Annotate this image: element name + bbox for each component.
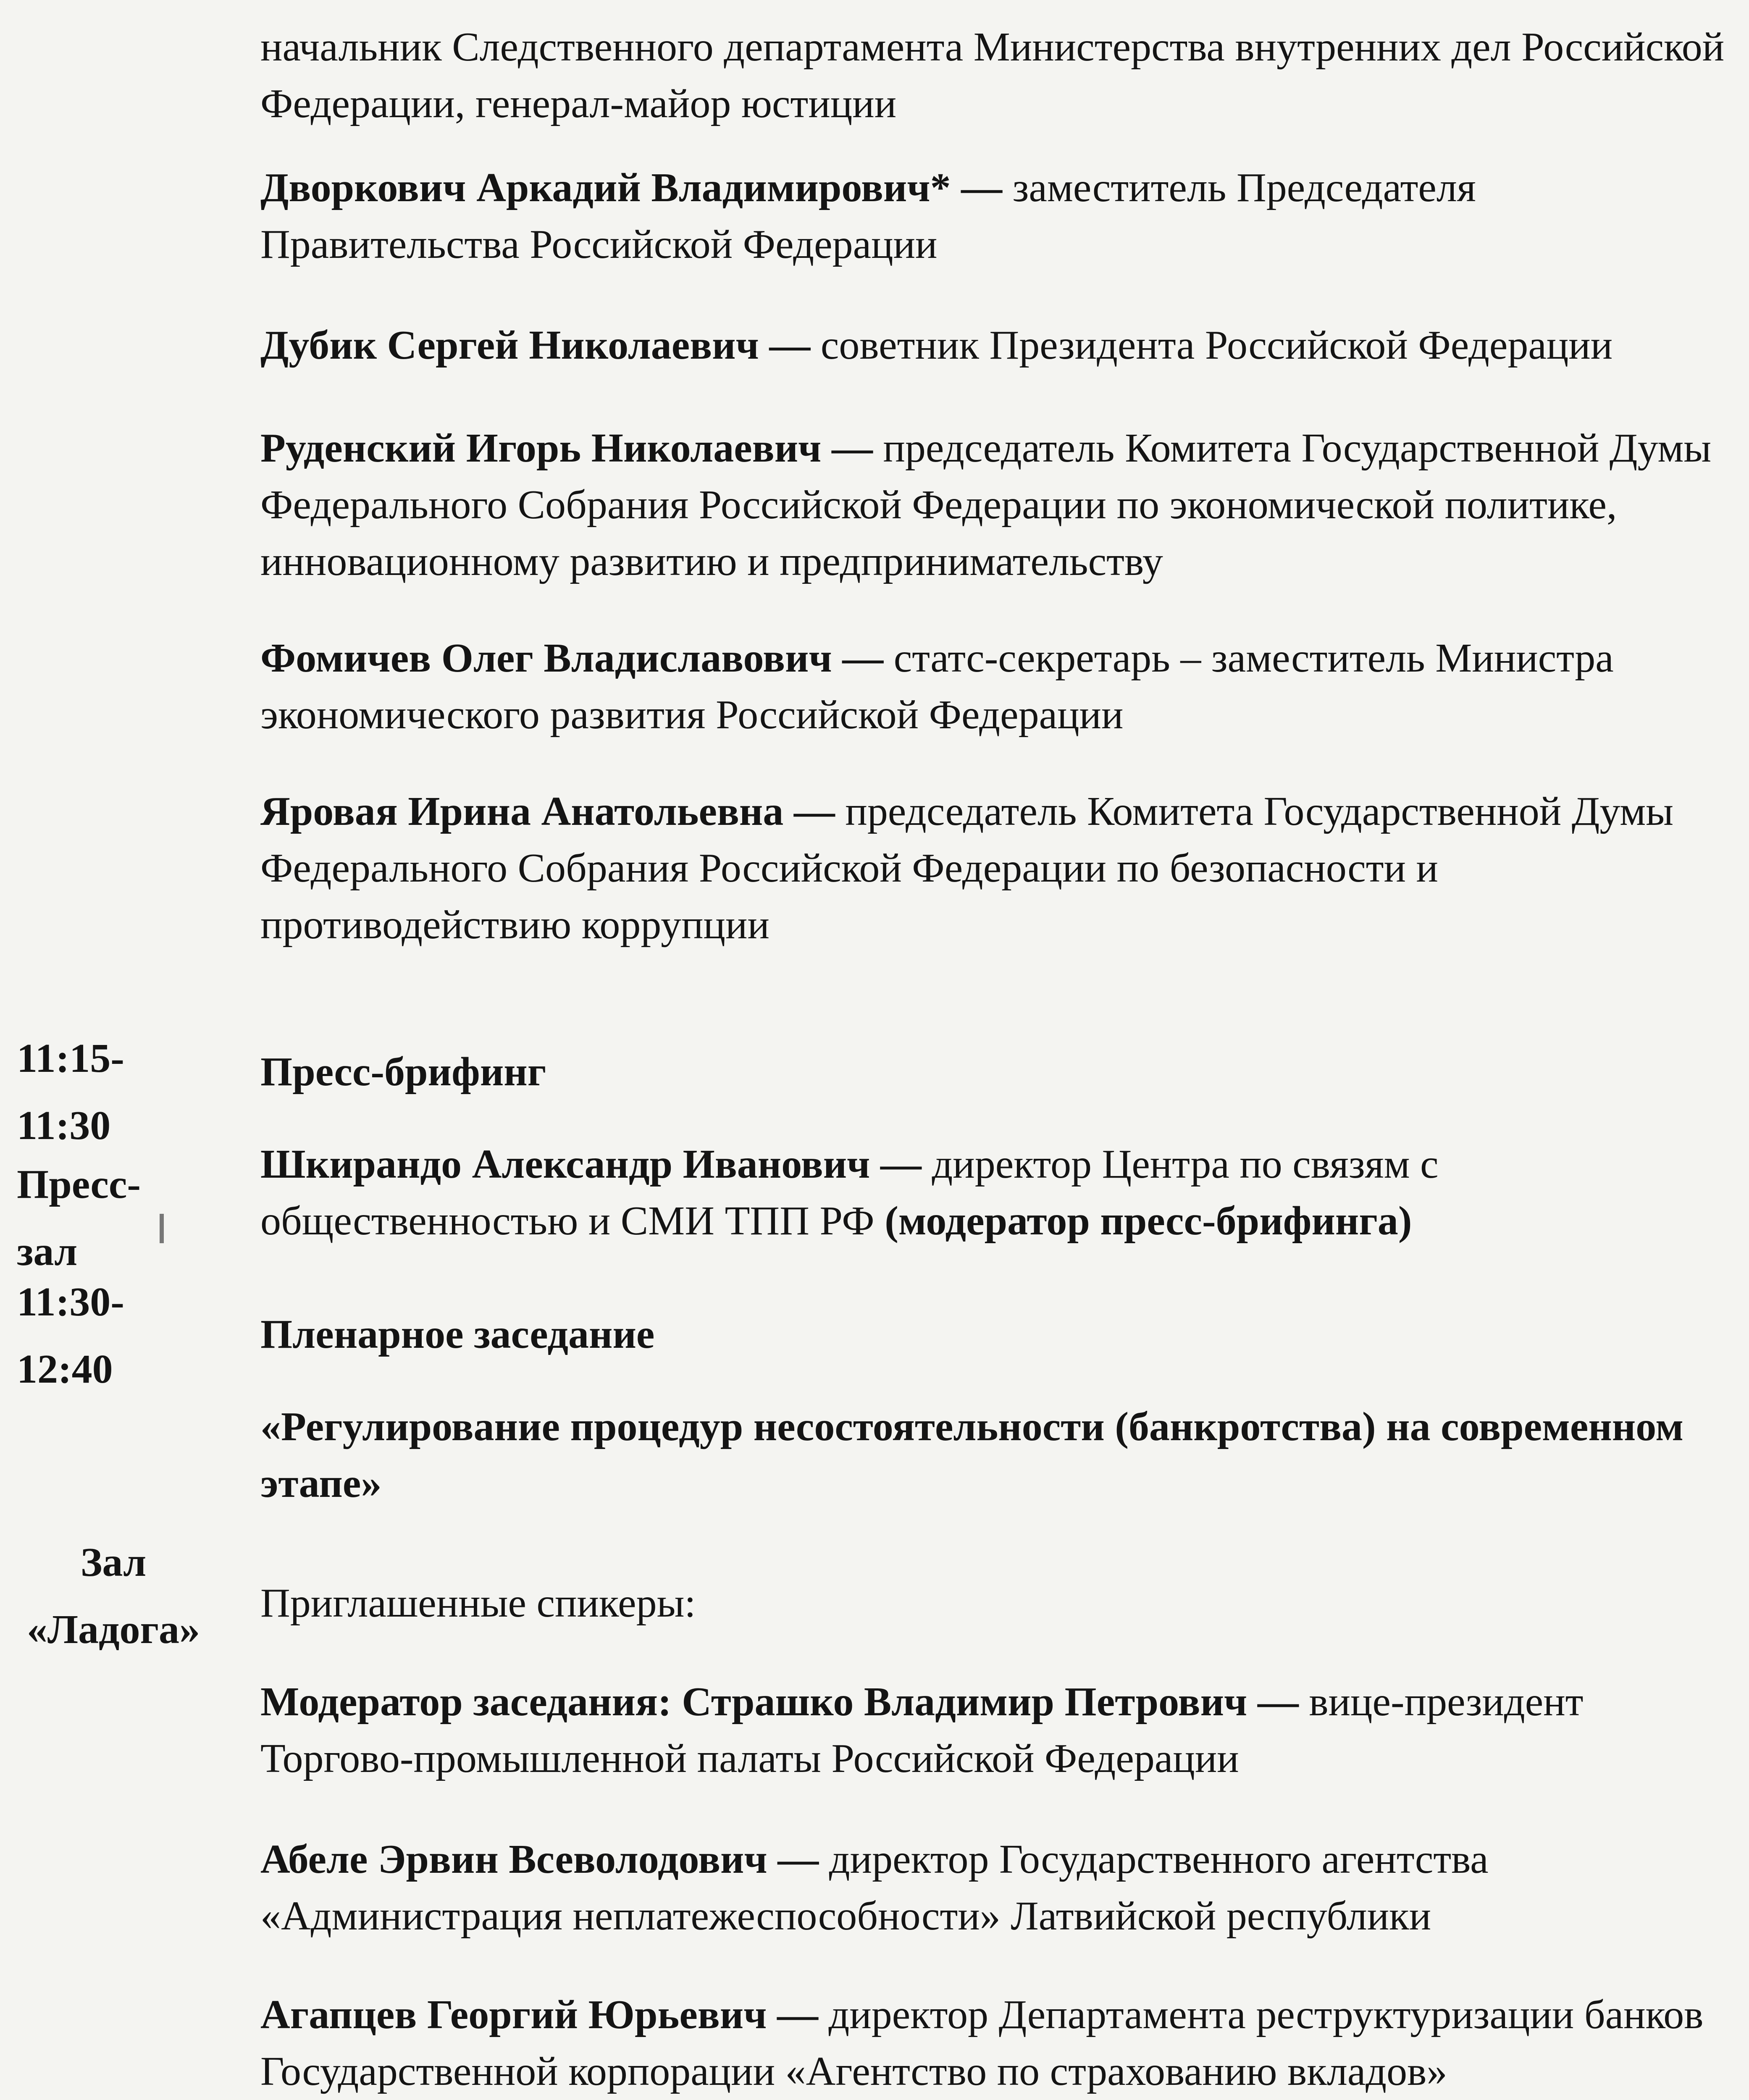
participant-name: Яровая Ирина Анатольевна — <box>260 789 835 834</box>
participant-role: директор Департамента реструктуризации банков Государственной корпорации «Агентство по страхованию вкладов» <box>260 1992 1704 2094</box>
room-line-2: зал <box>17 1229 78 1274</box>
participant-role: заместитель Председателя Правительства Российской Федерации <box>260 165 1476 267</box>
session-heading: Пресс-брифинг <box>260 1049 546 1095</box>
participant-entry <box>260 19 1739 132</box>
session-title <box>260 1306 1739 1363</box>
participant-name: Дворкович Аркадий Владимирович* — <box>260 165 1003 210</box>
participant-name: Агапцев Георгий Юрьевич — <box>260 1992 818 2037</box>
moderator-note: (модератор пресс-брифинга) <box>885 1198 1412 1244</box>
room-line-1: Зал <box>80 1540 147 1585</box>
session-topic <box>260 1399 1739 1512</box>
participant-entry <box>260 160 1739 273</box>
room-ladoga <box>17 1529 210 1663</box>
participant-entry <box>260 317 1739 374</box>
room-press <box>17 1151 141 1285</box>
time-end: 11:30 <box>17 1103 111 1148</box>
participant-role: директор Центра по связям с общественностью и СМИ ТПП РФ <box>260 1142 1439 1244</box>
participant-role: председатель Комитета Государственной Думы Федерального Собрания Российской Федерации по безопасности и противодействию коррупции <box>260 789 1674 948</box>
participant-entry <box>260 1831 1739 1945</box>
participant-entry <box>260 1136 1739 1250</box>
participant-role: вице-президент Торгово-промышленной палаты Российской Федерации <box>260 1679 1584 1781</box>
time-slot-plenary <box>17 1268 124 1403</box>
room-line-1: Пресс- <box>17 1162 141 1207</box>
scan-mark <box>160 1214 164 1243</box>
participant-role: советник Президента Российской Федерации <box>810 323 1613 368</box>
time-end: 12:40 <box>17 1347 113 1392</box>
session-topic-title: «Регулирование процедур несостоятельности (банкротства) на современном этапе» <box>260 1404 1684 1506</box>
participant-role: председатель Комитета Государственной Думы Федерального Собрания Российской Федерации по экономической политике, инновационному развитию и предпринимательству <box>260 425 1712 584</box>
participant-entry <box>260 630 1739 743</box>
session-heading: Пленарное заседание <box>260 1312 655 1357</box>
participant-name: Модератор заседания: Страшко Владимир Петрович — <box>260 1679 1299 1725</box>
participant-role: статс-секретарь – заместитель Министра экономического развития Российской Федерации <box>260 635 1614 738</box>
time-slot-press <box>17 1025 124 1159</box>
participant-name: Абеле Эрвин Всеволодович — <box>260 1837 819 1882</box>
speakers-heading-text: Приглашенные спикеры: <box>260 1580 696 1626</box>
participant-entry <box>260 783 1739 953</box>
participant-name: Фомичев Олег Владиславович — <box>260 635 884 681</box>
participant-name: Шкирандо Александр Иванович — <box>260 1142 922 1187</box>
participant-entry <box>260 1674 1739 1787</box>
participant-entry <box>260 1987 1739 2100</box>
participant-entry <box>260 420 1739 590</box>
participant-role: начальник Следственного департамента Министерства внутренних дел Российской Федерации, генерал-майор юстиции <box>260 24 1725 126</box>
participant-role: директор Государственного агентства «Администрация неплатежеспособности» Латвийской республики <box>260 1837 1489 1939</box>
room-line-2: «Ладога» <box>26 1607 200 1652</box>
time-start: 11:15- <box>17 1036 124 1081</box>
speakers-heading <box>260 1575 1739 1632</box>
session-title <box>260 1044 1739 1100</box>
participant-name: Руденский Игорь Николаевич — <box>260 425 873 471</box>
participant-name: Дубик Сергей Николаевич — <box>260 323 811 368</box>
time-start: 11:30- <box>17 1279 124 1325</box>
